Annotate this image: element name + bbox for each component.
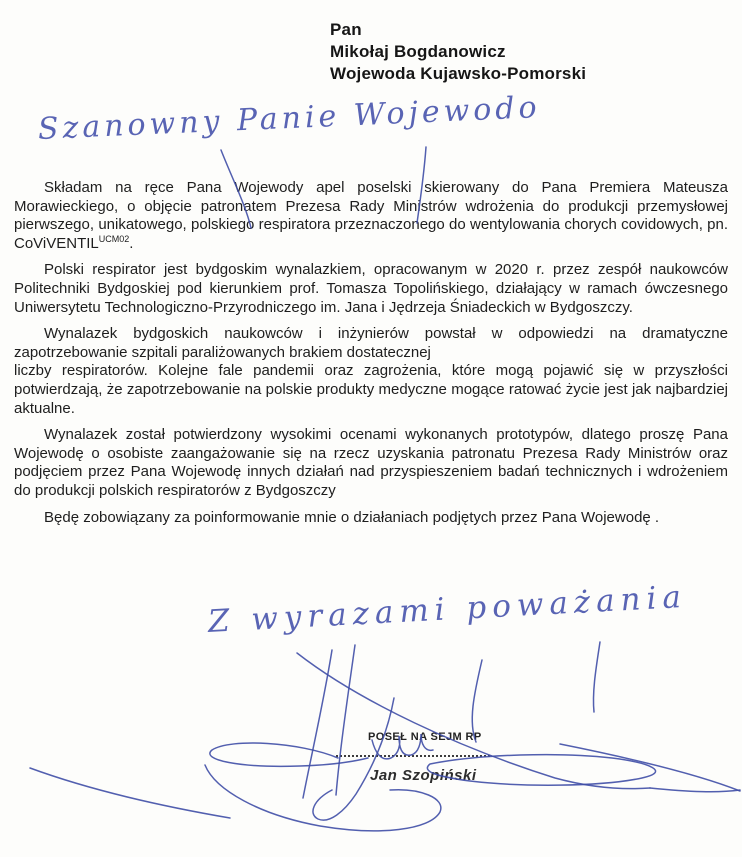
signature-stroke <box>560 744 740 791</box>
signature-stroke <box>650 788 740 792</box>
recipient-title: Wojewoda Kujawsko-Pomorski <box>330 64 587 83</box>
paragraph-3-continued: liczby respiratorów. Kolejne fale pandemii oraz zagrożenia, które mogą pojawić się w przyszłości potwierdzają, że zapotrzebowanie na polskie produkty medyczne mogące ratować życie jest jak najbardziej aktualne. <box>14 362 728 417</box>
signer-office-label: POSEŁ NA SEJM RP <box>368 731 482 743</box>
paragraph-1-superscript: UCM02 <box>98 233 130 244</box>
closing-tail-stroke <box>593 642 600 712</box>
letter-body <box>14 179 728 527</box>
signer-name: Jan Szopiński <box>370 767 477 784</box>
paragraph-2: Polski respirator jest bydgoskim wynalazkiem, opracowanym w 2020 r. przez zespół naukowców Politechniki Bydgoskiej pod kierunkiem prof. Tomasza Topolińskiego, działający w ramach ówczesnego Uniwersytetu Technologiczno-Przyrodniczego im. Jana i Jędrzeja Śniadeckich w Bydgoszczy. <box>14 261 728 316</box>
handwritten-greeting: Szanowny Panie Wojewodo <box>37 90 542 147</box>
paragraph-5: Będę zobowiązany za poinformowanie mnie o działaniach podjętych przez Pana Wojewodę . <box>44 508 660 526</box>
signature-dotted-line <box>336 755 490 757</box>
recipient-block <box>330 19 586 85</box>
signature-stroke <box>30 768 230 818</box>
recipient-name: Mikołaj Bogdanowicz <box>330 42 506 61</box>
closing-tail-stroke <box>472 660 482 742</box>
paragraph-4: Wynalazek został potwierdzony wysokimi ocenami wykonanych prototypów, dlatego proszę Pana Wojewodę o osobiste zaangażowanie się na rzecz uzyskania patronatu Prezesa Rady Ministrów oraz podjęciem przez Pana Wojewodę innych działań nad przyspieszeniem badań technicznych i wdrożeniem do produkcji polskich respiratorów z Bydgoszczy <box>14 426 728 499</box>
signature-stroke <box>313 698 394 820</box>
paragraph-1 <box>14 179 728 253</box>
paragraph-1-text: Składam na ręce Pana Wojewody apel poselski skierowany do Pana Premiera Mateusza Morawieckiego, o objęcie patronatem Prezesa Rady Ministrów wdrożenia do produkcji przemysłowej pierwszego, unikatowego, polskiego respiratora przeznaczonego do wentylowania chorych covidowych, pn. CoViVENTIL <box>14 179 728 252</box>
paragraph-1-period: . <box>129 234 134 252</box>
handwritten-closing: Z wyrazami poważania <box>207 578 688 640</box>
recipient-salutation: Pan <box>330 20 362 39</box>
paragraph-3: Wynalazek bydgoskich naukowców i inżynierów powstał w odpowiedzi na dramatyczne zapotrzebowanie szpitali paraliżowanych brakiem dostatecznej <box>14 325 728 361</box>
closing-tail-stroke <box>336 645 355 795</box>
closing-tail-stroke <box>303 650 332 798</box>
